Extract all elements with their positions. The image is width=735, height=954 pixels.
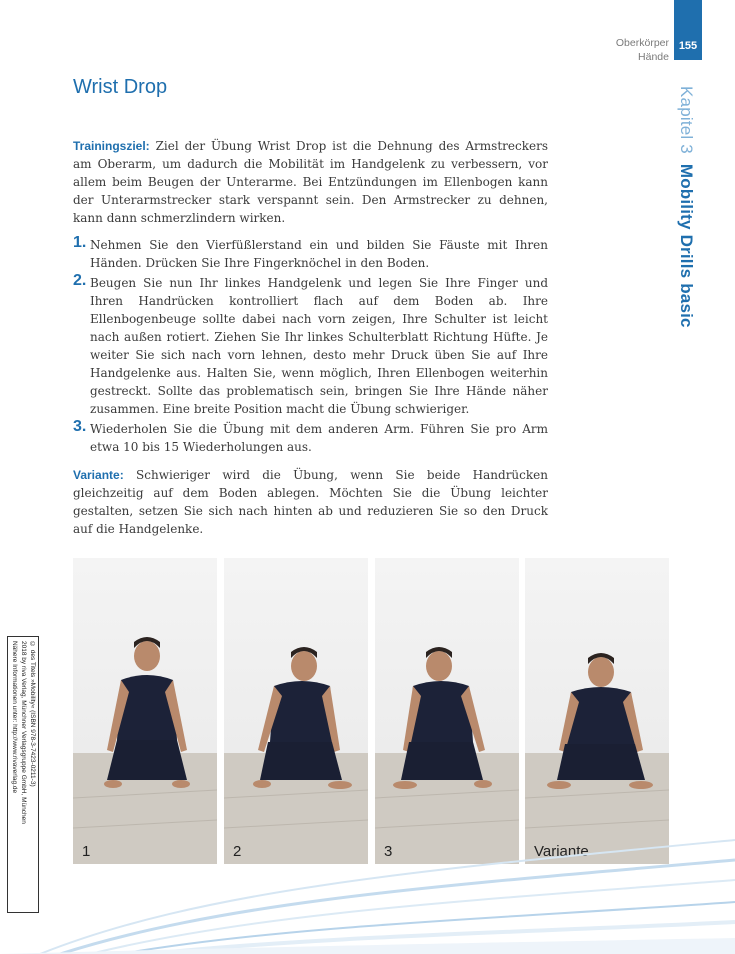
photo-caption: Variante [534, 843, 589, 860]
decorative-waves [0, 830, 735, 954]
step-text: Wiederholen Sie die Übung mit dem anderen Arm. Führen Sie pro Arm etwa 10 bis 15 Wiederholungen aus. [90, 422, 548, 454]
photo-caption: 3 [384, 843, 393, 860]
step-item [73, 274, 548, 418]
chapter-number: Kapitel 3 [677, 86, 696, 154]
page-title: Wrist Drop [73, 76, 168, 98]
athlete-figure [375, 558, 519, 864]
exercise-photo-variant [525, 558, 669, 864]
training-goal-text: Ziel der Übung Wrist Drop ist die Dehnung des Armstreckers am Oberarm, um dadurch die Mobilität im Handgelenk zu verbessern, vor allem beim Beugen der Unterarme. Bei Entzündungen im Ellenbogen kann der Unterarmstrecker stark verspannt sein. Den Armstrecker zu dehnen, kann dann schmerzlindern wirken. [73, 139, 548, 225]
variant-text: Schwieriger wird die Übung, wenn Sie beide Handrücken gleichzeitig auf dem Boden ablegen. Möchten Sie die Übung leichter gestalten, setzen Sie sich nach hinten ab und reduzieren Sie so den Druck auf die Handgelenke. [73, 468, 548, 536]
step-number: 2. [73, 272, 87, 289]
step-text: Nehmen Sie den Vierfüßlerstand ein und bilden Sie Fäuste mit Ihren Händen. Drücken Sie Ihre Fingerknöchel in den Boden. [90, 238, 548, 270]
step-number: 3. [73, 418, 87, 435]
variant-label: Variante: [73, 468, 124, 482]
athlete-figure [224, 558, 368, 864]
copyright-line-2: 2018 by riva Verlag, Münchner Verlagsgruppe GmbH, München [20, 641, 27, 824]
page-number: 155 [678, 40, 698, 52]
athlete-figure [73, 558, 217, 864]
copyright-line-3: Nähere Informationen unter: http://www.rivaverlag.de [11, 641, 18, 794]
athlete-figure [525, 558, 669, 864]
chapter-side-title [676, 86, 696, 328]
exercise-description [73, 137, 548, 547]
header-subsection: Hände [638, 51, 669, 63]
variant-paragraph [73, 466, 548, 538]
exercise-photo-2 [224, 558, 368, 864]
running-header [616, 36, 669, 64]
training-goal-paragraph [73, 137, 548, 227]
photo-caption: 1 [82, 843, 91, 860]
header-section: Oberkörper [615, 37, 669, 49]
page-number-tab [674, 0, 702, 60]
training-goal-label: Trainingsziel: [73, 139, 150, 153]
exercise-photo-1 [73, 558, 217, 864]
step-item [73, 236, 548, 272]
exercise-photo-strip [73, 558, 668, 864]
exercise-photo-3 [375, 558, 519, 864]
copyright-line-1: © des Titels »Mobility« (ISBN 978-3-7423-0211-3) [29, 641, 36, 787]
chapter-title: Mobility Drills basic [677, 163, 696, 328]
photo-caption: 2 [233, 843, 242, 860]
step-text: Beugen Sie nun Ihr linkes Handgelenk und legen Sie Ihre Finger und Ihren Handrücken kontrolliert flach auf dem Boden ab. Ihre Ellenbogenbeuge sollte dabei nach vorn zeigen, Ihre Schulter ist leicht nach außen rotiert. Ziehen Sie Ihr linkes Schulterblatt Richtung Hüfte. Je weiter Sie sich nach vorn lehnen, desto mehr Druck üben Sie auf Ihre Handgelenke aus. Halten Sie, wenn möglich, Ihren Ellenbogen weiterhin gestreckt. Sollte das problematisch sein, bringen Sie Ihre Hände näher zusammen. Eine breite Position macht die Übung schwieriger. [90, 276, 548, 416]
steps-list [73, 236, 548, 456]
step-item [73, 420, 548, 456]
step-number: 1. [73, 234, 87, 251]
